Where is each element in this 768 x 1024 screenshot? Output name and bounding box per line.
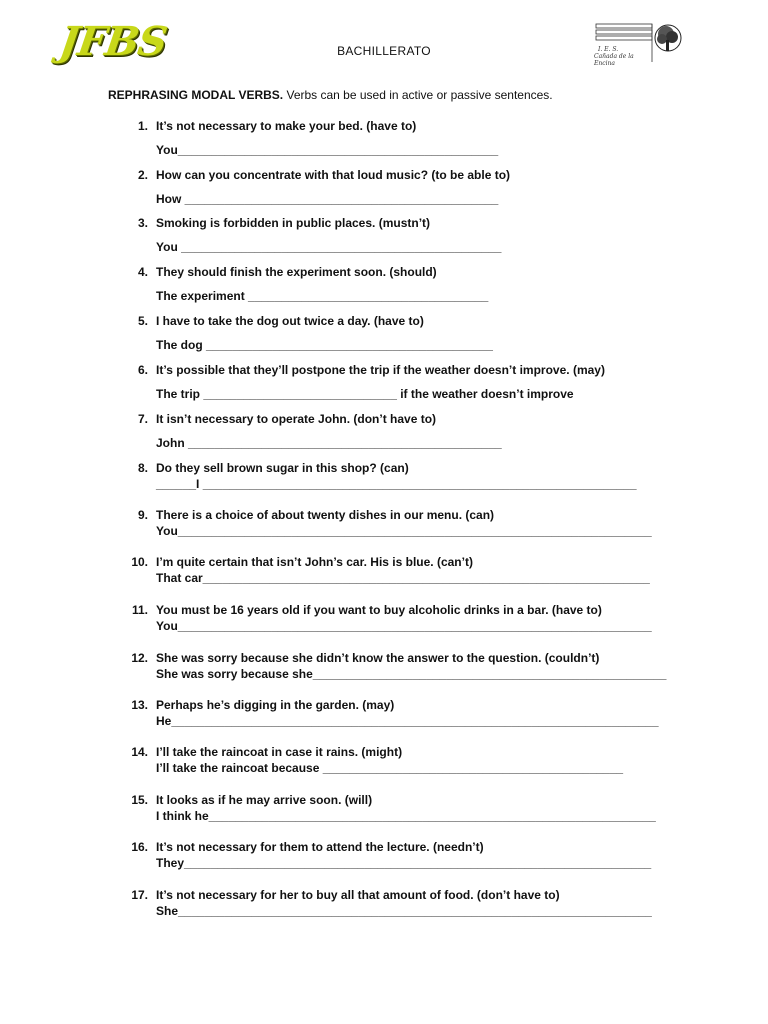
school-logo-right [594,22,690,68]
answer-line[interactable]: The experiment ____________________________________ [156,289,489,303]
exercise-question: You must be 16 years old if you want to buy alcoholic drinks in a bar. (have to) [156,603,602,617]
exercise-number: 4. [137,265,148,279]
instructions-heading: REPHRASING MODAL VERBS. [108,88,284,102]
exercise-question: It isn’t necessary to operate John. (don’t have to) [156,412,437,426]
exercise-number: 3. [137,216,148,230]
exercise-number: 5. [137,314,148,328]
school-abbreviation: I. E. S. [598,46,619,53]
answer-line[interactable]: She was sorry because she_____________________________________________________ [156,667,667,681]
exercise-question: They should finish the experiment soon. (should) [156,265,437,279]
exercise-number: 11. [131,603,148,617]
answer-line[interactable]: The dog ___________________________________________ [156,338,493,352]
exercise-number: 17. [131,888,148,902]
exercise-number: 8. [137,461,148,475]
exercise-number: 16. [131,840,148,854]
exercise-question: Smoking is forbidden in public places. (mustn’t) [156,216,431,230]
exercise-question: There is a choice of about twenty dishes in our menu. (can) [156,508,495,522]
answer-line[interactable]: How _______________________________________________ [156,192,499,206]
exercise-number: 7. [137,412,148,426]
exercise-question: It’s not necessary for them to attend the lecture. (needn’t) [156,840,484,854]
answer-line[interactable]: She_______________________________________________________________________ [156,904,652,918]
school-logo-left: JFBS [56,18,170,65]
exercise-number: 9. [137,508,148,522]
page-title: BACHILLERATO [337,44,431,58]
exercise-question: I have to take the dog out twice a day. (have to) [156,314,424,328]
answer-line[interactable]: The trip _____________________________ if the weather doesn’t improve [156,387,574,401]
answer-line[interactable]: I think he___________________________________________________________________ [156,809,656,823]
exercise-question: It’s not necessary for her to buy all that amount of food. (don’t have to) [156,888,560,902]
exercise-number: 2. [137,168,148,182]
exercise-number: 1. [137,119,148,133]
answer-line[interactable]: I’ll take the raincoat because _____________________________________________ [156,761,624,775]
exercise-number: 12. [131,651,148,665]
exercise-question: I’ll take the raincoat in case it rains. (might) [156,745,403,759]
answer-line[interactable]: John _______________________________________________ [156,436,502,450]
answer-line[interactable]: You ________________________________________________ [156,240,502,254]
answer-line[interactable]: You________________________________________________ [156,143,499,157]
exercise-number: 10. [131,555,148,569]
exercise-question: It looks as if he may arrive soon. (will) [156,793,373,807]
answer-line[interactable]: ______I _________________________________________________________________ [156,477,637,491]
exercise-question: Perhaps he’s digging in the garden. (may) [156,698,395,712]
answer-line[interactable]: You_______________________________________________________________________ [156,524,652,538]
answer-line[interactable]: He_________________________________________________________________________ [156,714,659,728]
exercise-number: 13. [131,698,148,712]
exercise-number: 6. [137,363,148,377]
exercise-question: It’s not necessary to make your bed. (have to) [156,119,417,133]
instructions [108,88,553,102]
exercise-question: She was sorry because she didn’t know the answer to the question. (couldn’t) [156,651,600,665]
exercise-question: Do they sell brown sugar in this shop? (can) [156,461,409,475]
exercise-question: It’s possible that they’ll postpone the trip if the weather doesn’t improve. (may) [156,363,605,377]
exercise-number: 15. [131,793,148,807]
answer-line[interactable]: They______________________________________________________________________ [156,856,652,870]
answer-line[interactable]: That car___________________________________________________________________ [156,571,650,585]
exercise-question: I’m quite certain that isn’t John’s car. His is blue. (can’t) [156,555,473,569]
exercise-question: How can you concentrate with that loud music? (to be able to) [156,168,511,182]
exercise-number: 14. [131,745,148,759]
instructions-text: Verbs can be used in active or passive sentences. [283,88,553,102]
school-name: Cañada de la Encina [594,53,634,67]
answer-line[interactable]: You_______________________________________________________________________ [156,619,652,633]
